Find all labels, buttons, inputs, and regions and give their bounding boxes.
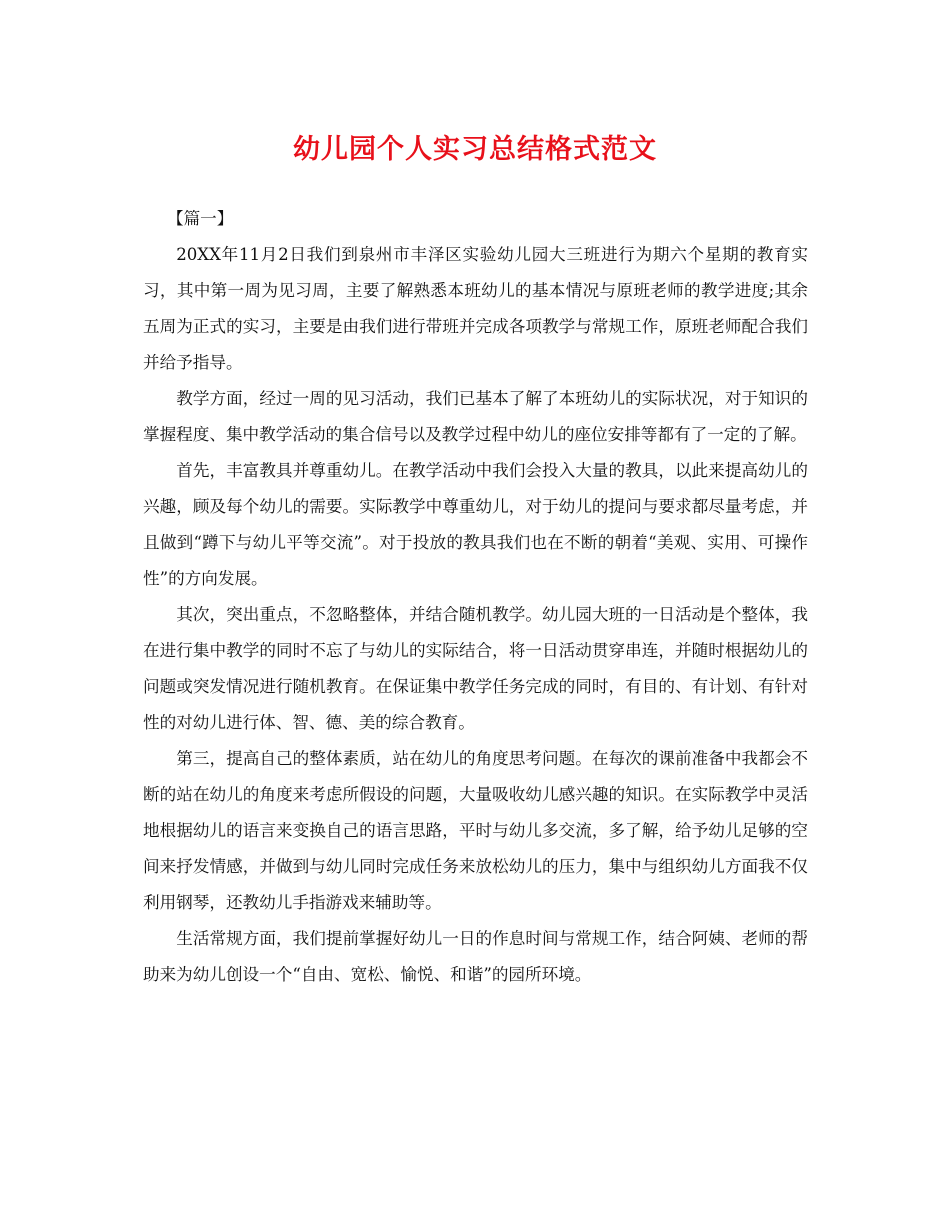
paragraph-second: 其次，突出重点，不忽略整体，并结合随机教学。幼儿园大班的一日活动是个整体，我在进行集中教学的同时不忘了与幼儿的实际结合，将一日活动贯穿串连，并随时根据幼儿的问题或突发情况进行随机教育。在保证集中教学任务完成的同时，有目的、有计划、有针对性的对幼儿进行体、智、德、美的综合教育。 — [143, 605, 808, 732]
paragraph-intro: 20XX年11月2日我们到泉州市丰泽区实验幼儿园大三班进行为期六个星期的教育实习，其中第一周为见习周，主要了解熟悉本班幼儿的基本情况与原班老师的教学进度;其余五周为正式的实习，主要是由我们进行带班并完成各项教学与常规工作，原班老师配合我们并给予指导。 — [143, 245, 808, 372]
paragraph-teaching: 教学方面，经过一周的见习活动，我们已基本了解了本班幼儿的实际状况，对于知识的掌握程度、集中教学活动的集合信号以及教学过程中幼儿的座位安排等都有了一定的了解。 — [143, 389, 808, 444]
paragraph-daily-routine: 生活常规方面，我们提前掌握好幼儿一日的作息时间与常规工作，结合阿姨、老师的帮助来为幼儿创设一个“自由、宽松、愉悦、和谐”的园所环境。 — [143, 929, 808, 984]
document-body — [143, 201, 808, 993]
document-title: 幼儿园个人实习总结格式范文 — [293, 134, 657, 165]
section-label: 【篇一】 — [167, 209, 234, 228]
paragraph-third: 第三，提高自己的整体素质，站在幼儿的角度思考问题。在每次的课前准备中我都会不断的站在幼儿的角度来考虑所假设的问题，大量吸收幼儿感兴趣的知识。在实际教学中灵活地根据幼儿的语言来变换自己的语言思路，平时与幼儿多交流，多了解，给予幼儿足够的空间来抒发情感，并做到与幼儿同时完成任务来放松幼儿的压力，集中与组织幼儿方面我不仅利用钢琴，还教幼儿手指游戏来辅助等。 — [143, 749, 808, 912]
paragraph-first: 首先，丰富教具并尊重幼儿。在教学活动中我们会投入大量的教具，以此来提高幼儿的兴趣，顾及每个幼儿的需要。实际教学中尊重幼儿，对于幼儿的提问与要求都尽量考虑，并且做到“蹲下与幼儿平等交流”。对于投放的教具我们也在不断的朝着“美观、实用、可操作性”的方向发展。 — [143, 461, 808, 588]
